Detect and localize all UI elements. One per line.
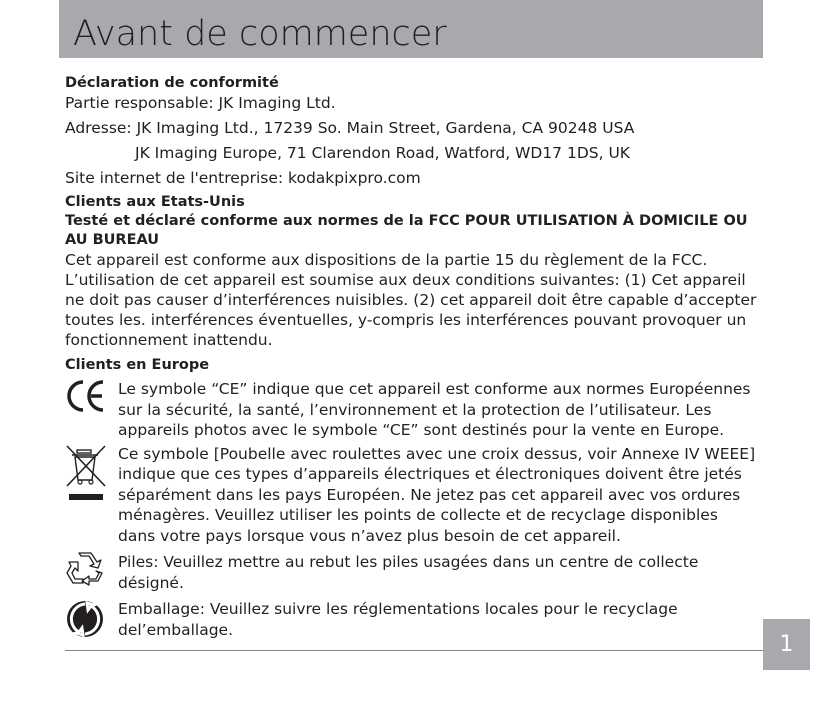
- footer-divider: [65, 650, 763, 651]
- page-content: [65, 74, 759, 640]
- page-header: [59, 0, 763, 58]
- fcc-body: Cet appareil est conforme aux dispositions de la partie 15 du règlement de la FCC. L’utilisation de cet appareil est soumise aux deux conditions suivantes: (1) Cet appareil ne doit pas causer d’interférences nuisibles. (2) cet appareil doit être capable d’accepter toutes les. interférences éventuelles, y-compris les interférences pouvant provoquer un fonctionnement inattendu.: [65, 251, 757, 349]
- company-website: Site internet de l'entreprise: kodakpixpro.com: [65, 169, 421, 187]
- ce-text: Le symbole “CE” indique que cet appareil est conforme aux normes Européennes sur la sécurité, la santé, l’environnement et la protection de l’utilisateur. Les appareils photos avec le symbole “CE” sont destinés pour la vente en Europe.: [118, 380, 751, 439]
- green-dot-icon: [65, 599, 118, 639]
- page-number: 1: [763, 619, 810, 670]
- ce-mark-icon: [65, 379, 118, 413]
- europe-item-ce: [65, 379, 759, 441]
- recycle-icon: [65, 552, 118, 590]
- packaging-text: Emballage: Veuillez suivre les réglementations locales pour le recyclage del’emballage.: [118, 600, 678, 639]
- europe-heading: Clients en Europe: [65, 357, 210, 373]
- address-line-2: JK Imaging Europe, 71 Clarendon Road, Watford, WD17 1DS, UK: [135, 144, 630, 162]
- conformity-heading: Déclaration de conformité: [65, 75, 279, 91]
- us-heading: Clients aux Etats-Unis: [65, 194, 245, 210]
- responsible-party: Partie responsable: JK Imaging Ltd.: [65, 94, 336, 112]
- weee-text: Ce symbole [Poubelle avec roulettes avec une croix dessus, voir Annexe IV WEEE] indique que ces types d’appareils électriques et électroniques doivent être jetés séparément dans les pays Européen. Ne jetez pas cet appareil avec vos ordures ménagères. Veuillez utiliser les points de collecte et de recyclage disponibles dans votre pays lorsque vous n’avez plus besoin de cet appareil.: [118, 444, 756, 545]
- battery-text: Piles: Veuillez mettre au rebut les piles usagées dans un centre de collecte désigné.: [118, 553, 699, 592]
- address-line-1: Adresse: JK Imaging Ltd., 17239 So. Main Street, Gardena, CA 90248 USA: [65, 119, 635, 137]
- europe-item-weee: [65, 444, 759, 547]
- europe-item-packaging: [65, 599, 759, 640]
- crossed-bin-icon: [65, 444, 118, 506]
- europe-item-battery: [65, 552, 759, 593]
- fcc-subheading: Testé et déclaré conforme aux normes de la FCC POUR UTILISATION À DOMICILE OU AU BUREAU: [65, 213, 748, 248]
- page-title: Avant de commencer: [73, 14, 447, 54]
